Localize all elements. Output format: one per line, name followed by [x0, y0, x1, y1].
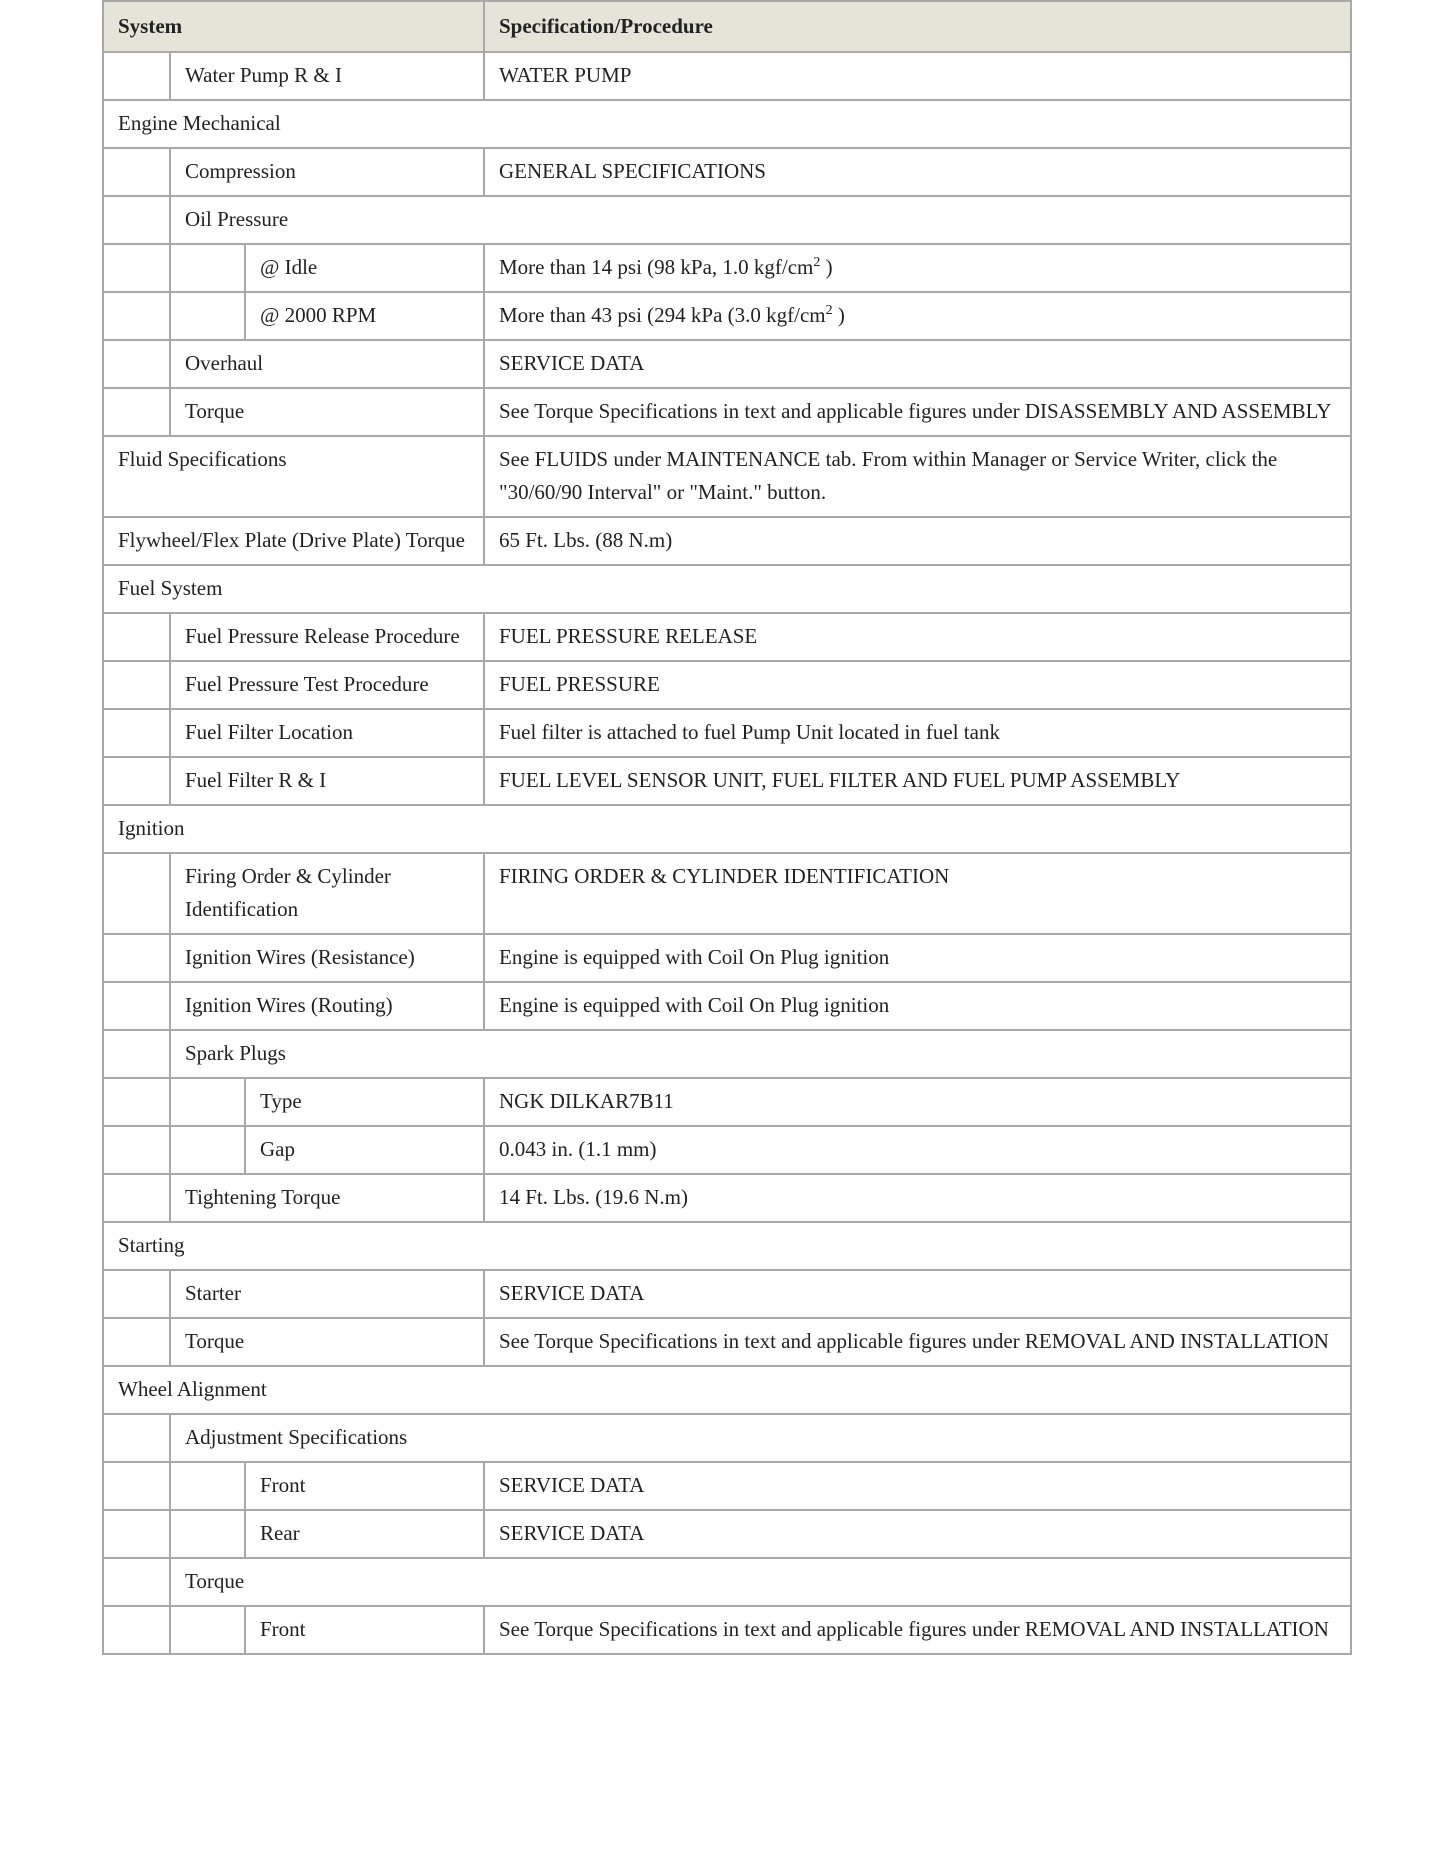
indent-cell — [103, 853, 170, 934]
indent-cell — [103, 1414, 170, 1462]
table-row — [103, 517, 1351, 565]
system-cell: Firing Order & Cylinder Identification — [170, 853, 484, 934]
spec-text: 14 Ft. Lbs. (19.6 N.m) — [499, 1185, 688, 1209]
indent-cell — [103, 388, 170, 436]
system-cell: Fuel System — [103, 565, 1351, 613]
spec-text: More than 14 psi (98 kPa, 1.0 kgf/cm — [499, 255, 814, 279]
spec-cell — [484, 1078, 1351, 1126]
indent-cell — [103, 340, 170, 388]
table-row — [103, 757, 1351, 805]
spec-cell — [484, 1318, 1351, 1366]
spec-text: SERVICE DATA — [499, 1281, 645, 1305]
system-cell: Ignition Wires (Routing) — [170, 982, 484, 1030]
system-cell: Adjustment Specifications — [170, 1414, 1351, 1462]
indent-cell — [103, 1030, 170, 1078]
spec-text: 0.043 in. (1.1 mm) — [499, 1137, 657, 1161]
spec-text: FUEL PRESSURE — [499, 672, 660, 696]
system-cell: Fuel Filter Location — [170, 709, 484, 757]
system-cell: Torque — [170, 1318, 484, 1366]
spec-text: GENERAL SPECIFICATIONS — [499, 159, 766, 183]
table-row — [103, 1030, 1351, 1078]
spec-superscript: 2 — [825, 303, 833, 318]
spec-cell — [484, 1462, 1351, 1510]
table-row — [103, 148, 1351, 196]
indent-cell — [103, 1318, 170, 1366]
system-cell: Gap — [245, 1126, 484, 1174]
indent-cell — [103, 196, 170, 244]
table-row — [103, 388, 1351, 436]
system-cell: Oil Pressure — [170, 196, 1351, 244]
indent-cell — [170, 292, 245, 340]
spec-text: SERVICE DATA — [499, 1473, 645, 1497]
spec-text: FIRING ORDER & CYLINDER IDENTIFICATION — [499, 864, 950, 888]
indent-cell — [103, 661, 170, 709]
table-row — [103, 934, 1351, 982]
indent-cell — [103, 244, 170, 292]
spec-cell — [484, 148, 1351, 196]
indent-cell — [170, 1462, 245, 1510]
table-row — [103, 244, 1351, 292]
indent-cell — [103, 1606, 170, 1654]
system-cell: Water Pump R & I — [170, 52, 484, 100]
spec-text: See FLUIDS under MAINTENANCE tab. From within Manager or Service Writer, click the "30/60/90 Interval" or "Maint." button. — [499, 447, 1278, 504]
table-row — [103, 1174, 1351, 1222]
table-row — [103, 982, 1351, 1030]
spec-cell — [484, 1510, 1351, 1558]
table-row — [103, 1510, 1351, 1558]
spec-text: Fuel filter is attached to fuel Pump Unit located in fuel tank — [499, 720, 1000, 744]
spec-superscript: 2 — [813, 255, 821, 270]
system-cell: Front — [245, 1606, 484, 1654]
indent-cell — [103, 148, 170, 196]
table-row — [103, 292, 1351, 340]
indent-cell — [103, 613, 170, 661]
table-row — [103, 1078, 1351, 1126]
indent-cell — [103, 709, 170, 757]
table-row — [103, 340, 1351, 388]
spec-text: NGK DILKAR7B11 — [499, 1089, 674, 1113]
spec-cell — [484, 757, 1351, 805]
indent-cell — [103, 1126, 170, 1174]
table-row — [103, 52, 1351, 100]
spec-cell — [484, 1126, 1351, 1174]
spec-table — [102, 0, 1352, 1655]
spec-text: More than 43 psi (294 kPa (3.0 kgf/cm — [499, 303, 826, 327]
spec-cell — [484, 613, 1351, 661]
spec-cell — [484, 436, 1351, 517]
table-row — [103, 1366, 1351, 1414]
spec-cell — [484, 1606, 1351, 1654]
indent-cell — [170, 1126, 245, 1174]
spec-text: WATER PUMP — [499, 63, 632, 87]
system-cell: Fuel Pressure Release Procedure — [170, 613, 484, 661]
indent-cell — [170, 1606, 245, 1654]
table-row — [103, 1222, 1351, 1270]
system-cell: Fuel Filter R & I — [170, 757, 484, 805]
table-row — [103, 1462, 1351, 1510]
spec-cell — [484, 982, 1351, 1030]
header-row — [103, 1, 1351, 52]
table-row — [103, 436, 1351, 517]
indent-cell — [103, 757, 170, 805]
system-cell: Type — [245, 1078, 484, 1126]
system-cell: Flywheel/Flex Plate (Drive Plate) Torque — [103, 517, 484, 565]
indent-cell — [103, 292, 170, 340]
spec-cell — [484, 340, 1351, 388]
spec-text: SERVICE DATA — [499, 351, 645, 375]
indent-cell — [103, 1270, 170, 1318]
spec-text: 65 Ft. Lbs. (88 N.m) — [499, 528, 673, 552]
spec-cell — [484, 661, 1351, 709]
spec-body — [103, 52, 1351, 1654]
system-cell: Front — [245, 1462, 484, 1510]
spec-cell — [484, 244, 1351, 292]
system-cell: Starting — [103, 1222, 1351, 1270]
table-row — [103, 661, 1351, 709]
system-cell: @ 2000 RPM — [245, 292, 484, 340]
spec-cell — [484, 517, 1351, 565]
system-cell: Compression — [170, 148, 484, 196]
system-cell: @ Idle — [245, 244, 484, 292]
spec-cell — [484, 1270, 1351, 1318]
system-cell: Tightening Torque — [170, 1174, 484, 1222]
system-cell: Ignition Wires (Resistance) — [170, 934, 484, 982]
table-row — [103, 1414, 1351, 1462]
spec-cell — [484, 853, 1351, 934]
indent-cell — [103, 1462, 170, 1510]
spec-text: See Torque Specifications in text and applicable figures under REMOVAL AND INSTALLATION — [499, 1329, 1329, 1353]
spec-text: Engine is equipped with Coil On Plug ignition — [499, 945, 890, 969]
indent-cell — [103, 934, 170, 982]
indent-cell — [103, 1174, 170, 1222]
table-row — [103, 1558, 1351, 1606]
spec-text-tail: ) — [820, 255, 833, 279]
system-cell: Wheel Alignment — [103, 1366, 1351, 1414]
header-spec: Specification/Procedure — [484, 1, 1351, 52]
indent-cell — [170, 1510, 245, 1558]
spec-cell — [484, 1174, 1351, 1222]
spec-cell — [484, 388, 1351, 436]
system-cell: Spark Plugs — [170, 1030, 1351, 1078]
spec-cell — [484, 934, 1351, 982]
spec-text: Engine is equipped with Coil On Plug ignition — [499, 993, 890, 1017]
system-cell: Torque — [170, 388, 484, 436]
table-row — [103, 1606, 1351, 1654]
table-row — [103, 853, 1351, 934]
system-cell: Ignition — [103, 805, 1351, 853]
indent-cell — [103, 1510, 170, 1558]
system-cell: Overhaul — [170, 340, 484, 388]
table-row — [103, 1270, 1351, 1318]
system-cell: Rear — [245, 1510, 484, 1558]
table-row — [103, 565, 1351, 613]
table-row — [103, 709, 1351, 757]
indent-cell — [170, 1078, 245, 1126]
indent-cell — [103, 1558, 170, 1606]
system-cell: Starter — [170, 1270, 484, 1318]
system-cell: Torque — [170, 1558, 1351, 1606]
spec-cell — [484, 292, 1351, 340]
table-row — [103, 1126, 1351, 1174]
system-cell: Fuel Pressure Test Procedure — [170, 661, 484, 709]
indent-cell — [170, 244, 245, 292]
spec-text-tail: ) — [832, 303, 845, 327]
spec-text: See Torque Specifications in text and applicable figures under REMOVAL AND INSTALLATION — [499, 1617, 1329, 1641]
indent-cell — [103, 982, 170, 1030]
system-cell: Engine Mechanical — [103, 100, 1351, 148]
spec-text: See Torque Specifications in text and applicable figures under DISASSEMBLY AND ASSEMBLY — [499, 399, 1332, 423]
spec-text: FUEL PRESSURE RELEASE — [499, 624, 758, 648]
table-row — [103, 100, 1351, 148]
table-row — [103, 805, 1351, 853]
table-row — [103, 196, 1351, 244]
system-cell: Fluid Specifications — [103, 436, 484, 517]
table-row — [103, 1318, 1351, 1366]
spec-text: FUEL LEVEL SENSOR UNIT, FUEL FILTER AND FUEL PUMP ASSEMBLY — [499, 768, 1181, 792]
header-system: System — [103, 1, 484, 52]
spec-cell — [484, 709, 1351, 757]
table-row — [103, 613, 1351, 661]
indent-cell — [103, 52, 170, 100]
indent-cell — [103, 1078, 170, 1126]
spec-text: SERVICE DATA — [499, 1521, 645, 1545]
spec-cell — [484, 52, 1351, 100]
